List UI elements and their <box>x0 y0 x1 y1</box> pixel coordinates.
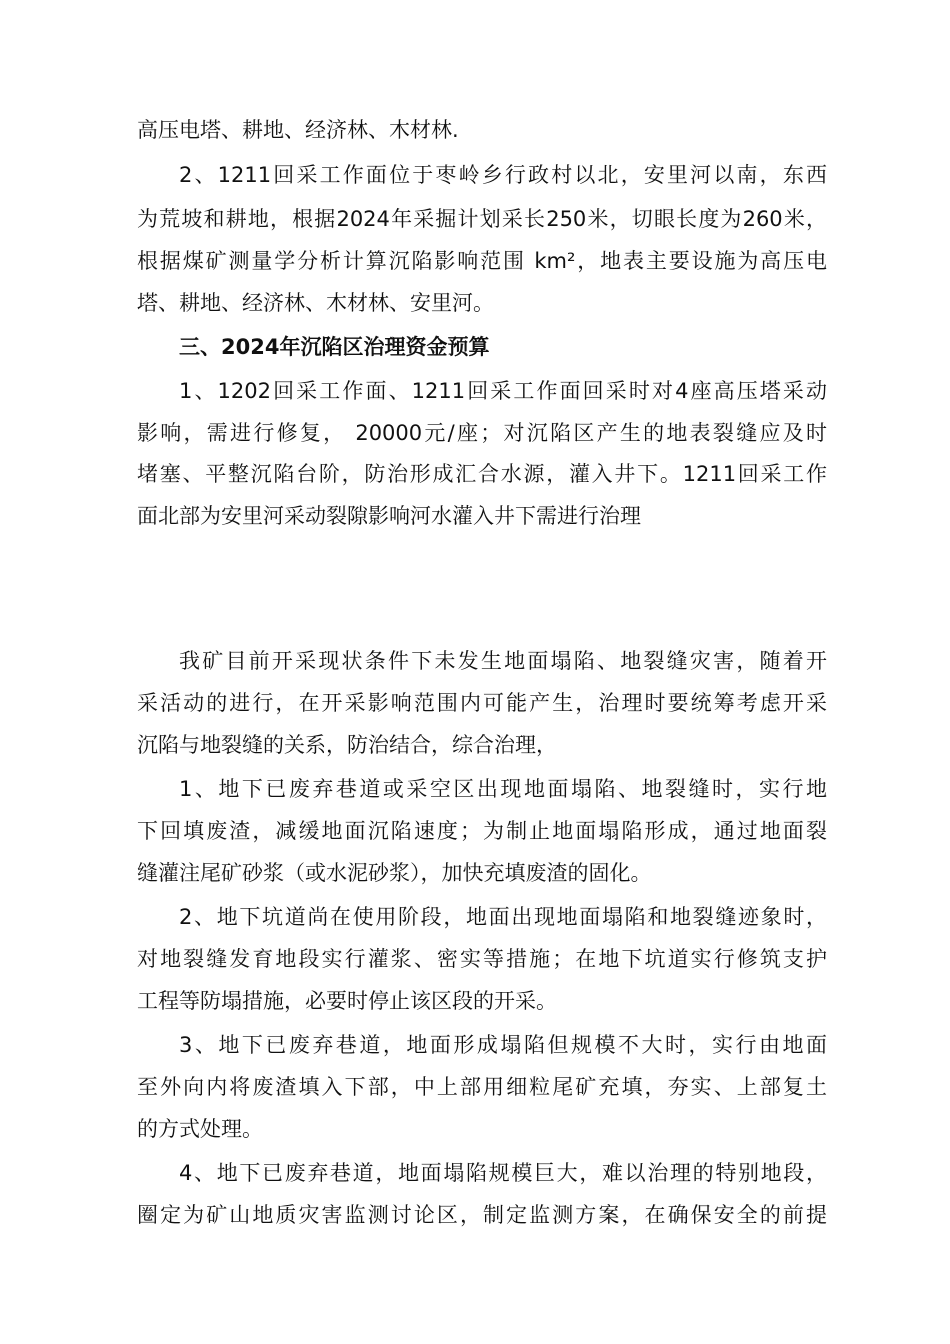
text-line: 根据煤矿测量学分析计算沉陷影响范围 km²，地表主要设施为高压电 <box>137 249 827 273</box>
text-line: 面北部为安里河采动裂隙影响河水灌入井下需进行治理 <box>137 504 641 528</box>
section-heading: 三、2024年沉陷区治理资金预算 <box>179 335 490 359</box>
text-line: 影响，需进行修复， 20000元/座；对沉陷区产生的地表裂缝应及时 <box>137 421 827 445</box>
text-line: 堵塞、平整沉陷台阶，防治形成汇合水源，灌入井下。1211回采工作 <box>137 462 827 486</box>
text-line: 2、1211回采工作面位于枣岭乡行政村以北，安里河以南，东西 <box>179 163 827 187</box>
text-line: 3、地下已废弃巷道，地面形成塌陷但规模不大时，实行由地面 <box>179 1033 827 1057</box>
text-line: 2、地下坑道尚在使用阶段，地面出现地面塌陷和地裂缝迹象时， <box>179 905 827 929</box>
text-line: 工程等防塌措施，必要时停止该区段的开采。 <box>137 989 557 1013</box>
text-line: 圈定为矿山地质灾害监测讨论区，制定监测方案，在确保安全的前提 <box>137 1203 827 1227</box>
text-line: 高压电塔、耕地、经济林、木材林. <box>137 118 459 142</box>
text-line: 的方式处理。 <box>137 1117 263 1141</box>
text-line: 沉陷与地裂缝的关系，防治结合，综合治理， <box>137 733 557 757</box>
text-line: 采活动的进行，在开采影响范围内可能产生，治理时要统筹考虑开采 <box>137 691 827 715</box>
text-line: 4、地下已废弃巷道，地面塌陷规模巨大，难以治理的特别地段， <box>179 1161 827 1185</box>
text-line: 对地裂缝发育地段实行灌浆、密实等措施；在地下坑道实行修筑支护 <box>137 947 827 971</box>
text-line: 我矿目前开采现状条件下未发生地面塌陷、地裂缝灾害，随着开 <box>179 649 827 673</box>
text-line: 缝灌注尾矿砂浆（或水泥砂浆），加快充填废渣的固化。 <box>137 861 652 885</box>
text-line: 下回填废渣，减缓地面沉陷速度；为制止地面塌陷形成，通过地面裂 <box>137 819 827 843</box>
text-line: 1、1202回采工作面、1211回采工作面回采时对4座高压塔采动 <box>179 379 827 403</box>
text-line: 至外向内将废渣填入下部，中上部用细粒尾矿充填，夯实、上部复土 <box>137 1075 827 1099</box>
text-line: 为荒坡和耕地，根据2024年采掘计划采长250米，切眼长度为260米， <box>137 207 827 231</box>
text-line: 塔、耕地、经济林、木材林、安里河。 <box>137 291 494 315</box>
text-line: 1、地下已废弃巷道或采空区出现地面塌陷、地裂缝时，实行地 <box>179 777 827 801</box>
